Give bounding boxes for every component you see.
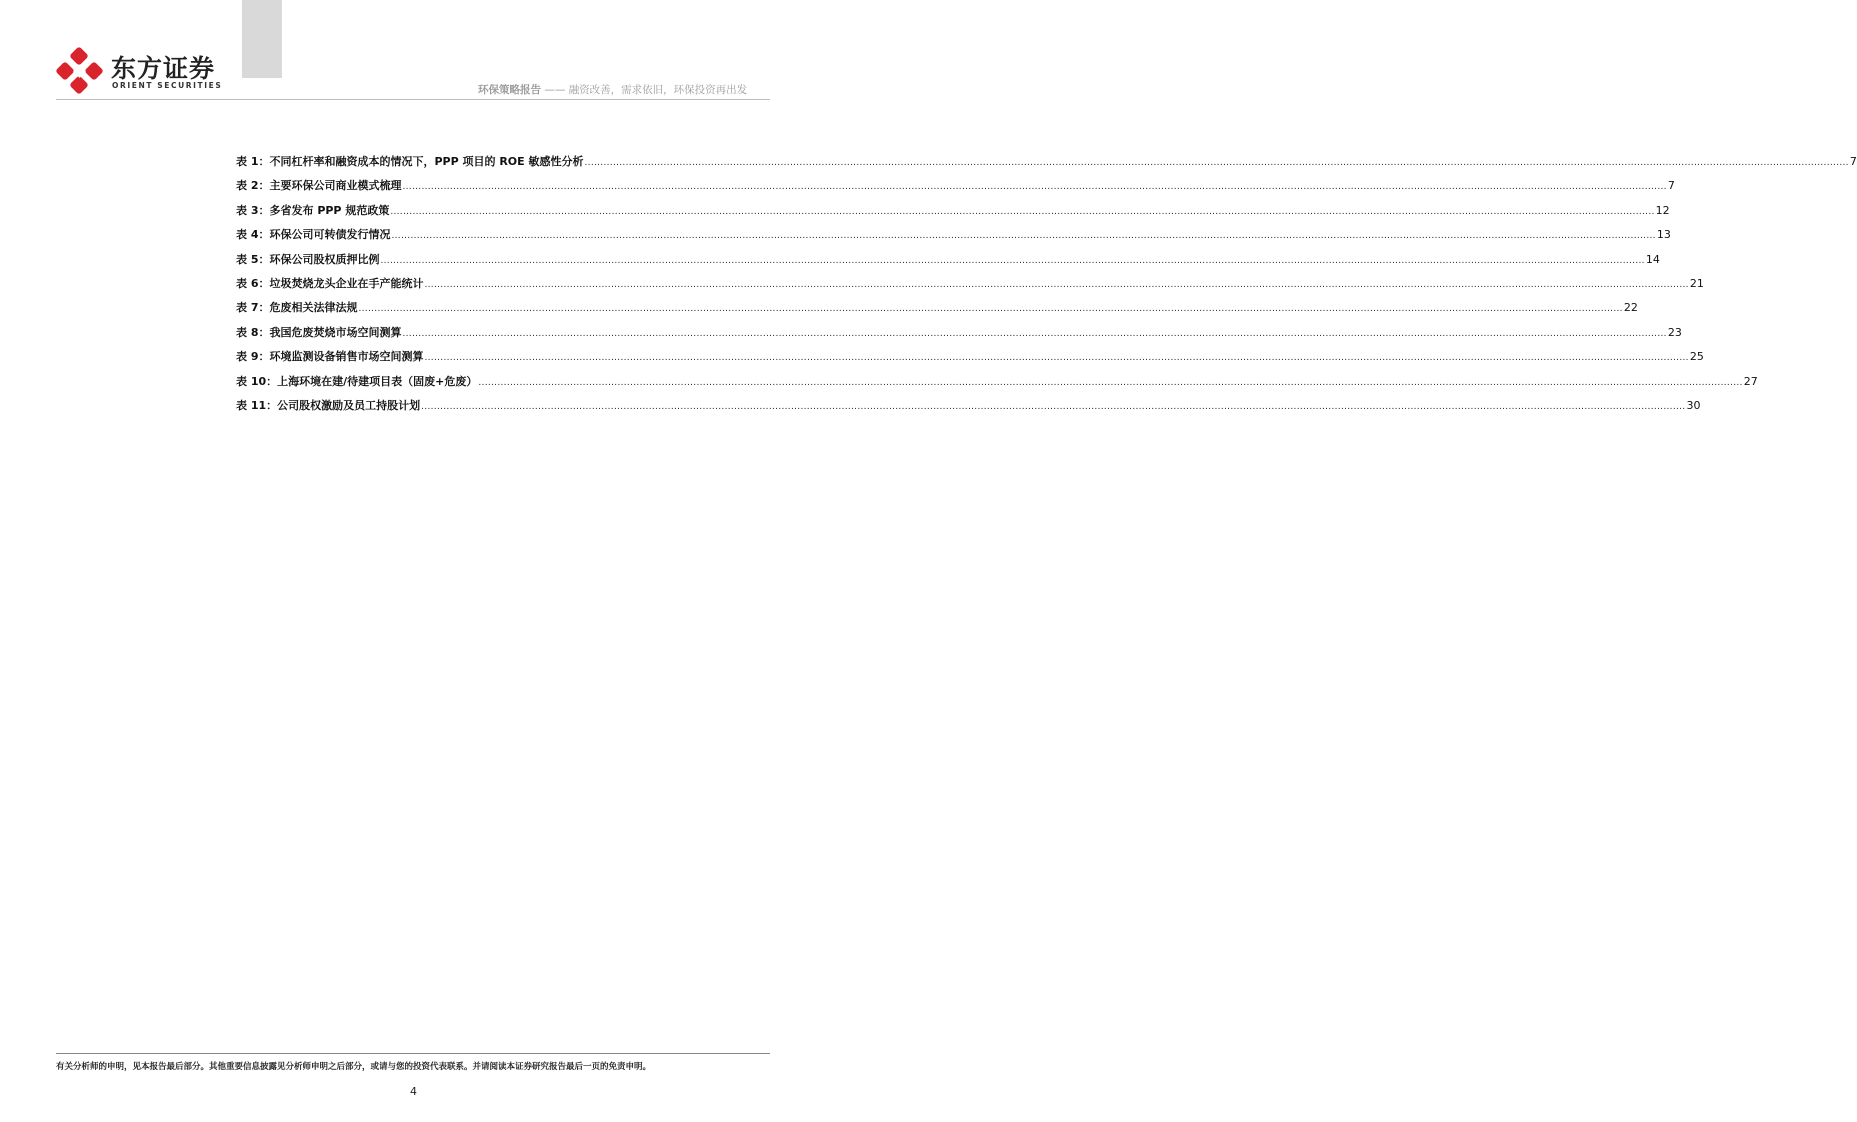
toc-entry[interactable] bbox=[236, 373, 1758, 397]
toc-leader-dots: ................................................................................................................................................................................................................................................................................................................................................................................................................ bbox=[390, 206, 1655, 217]
toc-entry[interactable] bbox=[236, 397, 1701, 421]
header-divider bbox=[56, 99, 770, 100]
toc-entry[interactable] bbox=[236, 348, 1704, 372]
toc-entry[interactable] bbox=[236, 226, 1671, 250]
toc-entry-label: 表 1：不同杠杆率和融资成本的情况下，PPP 项目的 ROE 敏感性分析 bbox=[236, 155, 584, 168]
footer-disclaimer: 有关分析师的申明，见本报告最后部分。其他重要信息披露见分析师申明之后部分，或请与您的投资代表联系。并请阅读本证券研究报告最后一页的免责申明。 bbox=[56, 1062, 652, 1072]
toc-entry-label: 表 3：多省发布 PPP 规范政策 bbox=[236, 203, 390, 217]
orient-logo-icon bbox=[56, 47, 104, 95]
toc-entry[interactable] bbox=[236, 251, 1660, 275]
toc-entry[interactable] bbox=[236, 324, 1682, 348]
toc-entry-label: 表 2：主要环保公司商业模式梳理 bbox=[236, 179, 402, 193]
table-of-tables bbox=[236, 153, 1857, 421]
toc-entry-page: 21 bbox=[1689, 276, 1704, 290]
toc-entry-page: 27 bbox=[1743, 374, 1758, 388]
page-number: 4 bbox=[410, 1085, 417, 1098]
toc-entry-label: 表 7：危废相关法律法规 bbox=[236, 301, 358, 315]
toc-entry-page: 13 bbox=[1656, 228, 1671, 242]
toc-entry[interactable] bbox=[236, 275, 1704, 299]
toc-leader-dots: ................................................................................................................................................................................................................................................................................................................................................................................................................ bbox=[380, 255, 1645, 266]
toc-entry-label: 表 4：环保公司可转债发行情况 bbox=[236, 228, 391, 242]
toc-leader-dots: ................................................................................................................................................................................................................................................................................................................................................................................................................ bbox=[478, 377, 1743, 388]
toc-entry-page: 25 bbox=[1689, 350, 1704, 364]
toc-entry-label: 表 9：环境监测设备销售市场空间测算 bbox=[236, 350, 424, 364]
toc-leader-dots: ................................................................................................................................................................................................................................................................................................................................................................................................................ bbox=[424, 279, 1689, 290]
toc-leader-dots: ................................................................................................................................................................................................................................................................................................................................................................................................................ bbox=[584, 158, 1849, 168]
report-header bbox=[478, 82, 747, 97]
toc-leader-dots: ................................................................................................................................................................................................................................................................................................................................................................................................................ bbox=[402, 328, 1667, 339]
logo-english-name: ORIENT SECURITIES bbox=[112, 81, 223, 90]
toc-leader-dots: ................................................................................................................................................................................................................................................................................................................................................................................................................ bbox=[421, 401, 1686, 412]
toc-entry-label: 表 5：环保公司股权质押比例 bbox=[236, 252, 380, 266]
toc-entry-label: 表 11：公司股权激励及员工持股计划 bbox=[236, 398, 421, 412]
header-separator: —— bbox=[544, 84, 566, 96]
toc-entry-label: 表 6：垃圾焚烧龙头企业在手产能统计 bbox=[236, 276, 424, 290]
toc-entry[interactable] bbox=[236, 202, 1670, 226]
footer-divider bbox=[56, 1053, 770, 1054]
toc-leader-dots: ................................................................................................................................................................................................................................................................................................................................................................................................................ bbox=[358, 304, 1623, 315]
toc-entry-label: 表 10：上海环境在建/待建项目表（固废+危废） bbox=[236, 374, 478, 388]
toc-entry-page: 12 bbox=[1655, 203, 1670, 217]
toc-entry-page: 23 bbox=[1667, 325, 1682, 339]
toc-entry-page: 7 bbox=[1667, 179, 1675, 193]
toc-leader-dots: ................................................................................................................................................................................................................................................................................................................................................................................................................ bbox=[391, 231, 1656, 242]
report-subtitle: 融资改善，需求依旧，环保投资再出发 bbox=[568, 84, 748, 96]
toc-entry[interactable] bbox=[236, 299, 1638, 323]
toc-entry[interactable] bbox=[236, 153, 1857, 177]
toc-entry-page: 22 bbox=[1623, 301, 1638, 315]
logo-chinese-name: 东方证券 bbox=[111, 54, 216, 83]
company-logo bbox=[56, 47, 226, 97]
toc-leader-dots: ................................................................................................................................................................................................................................................................................................................................................................................................................ bbox=[424, 353, 1689, 364]
toc-entry[interactable] bbox=[236, 177, 1675, 201]
toc-entry-page: 7 bbox=[1849, 155, 1857, 168]
toc-entry-page: 30 bbox=[1686, 398, 1701, 412]
header-gray-tab bbox=[242, 0, 282, 78]
toc-entry-page: 14 bbox=[1645, 252, 1660, 266]
report-type: 环保策略报告 bbox=[478, 84, 541, 96]
toc-leader-dots: ................................................................................................................................................................................................................................................................................................................................................................................................................ bbox=[402, 182, 1667, 193]
toc-entry-label: 表 8：我国危废焚烧市场空间测算 bbox=[236, 325, 402, 339]
